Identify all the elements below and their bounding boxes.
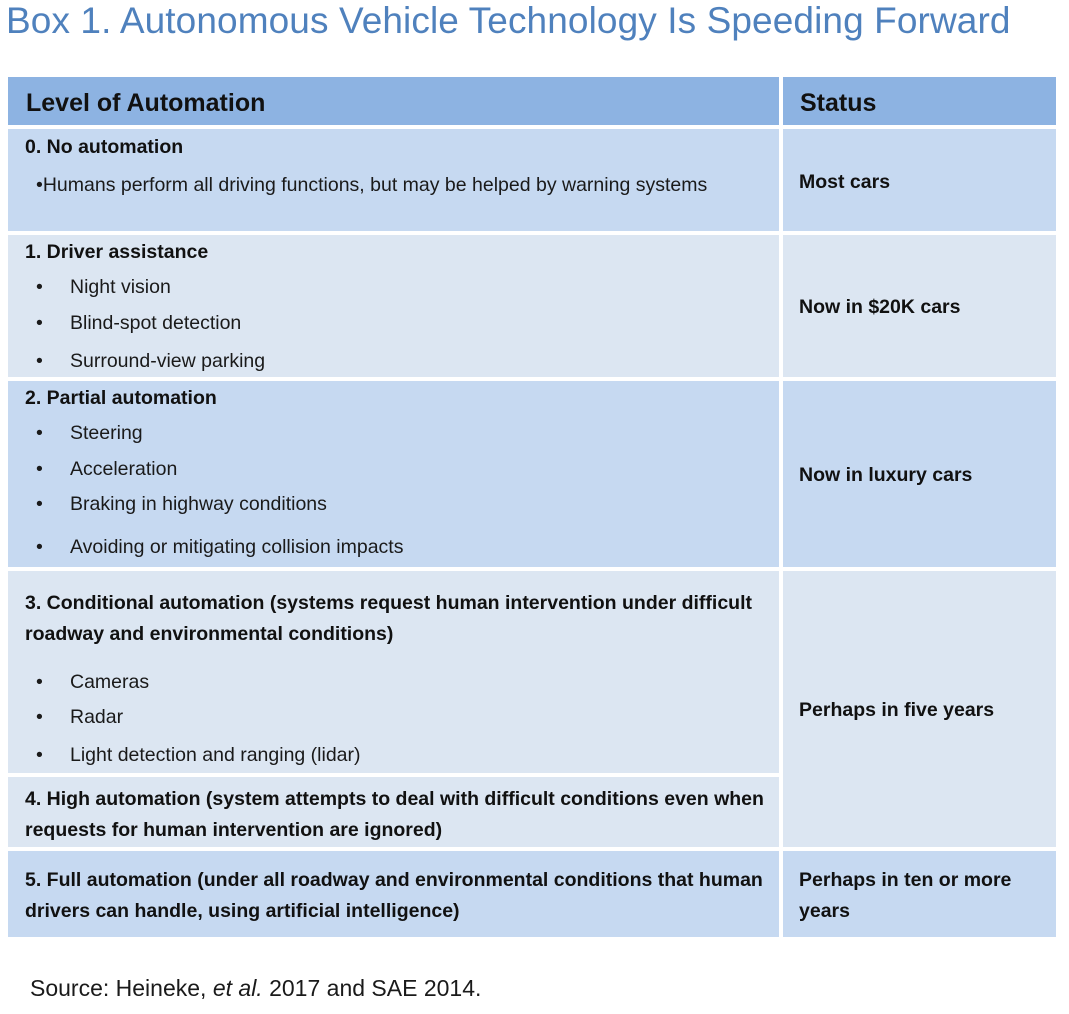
source-prefix: Source: Heineke, <box>30 975 213 1001</box>
level-1-status: Now in $20K cars <box>799 296 961 318</box>
level-3-title: 3. Conditional automation (systems request human intervention under difficult roadway and environmental conditions) <box>25 592 752 645</box>
level-4-cell <box>8 777 779 847</box>
box-title: Box 1. Autonomous Vehicle Technology Is Speeding Forward <box>6 0 1011 41</box>
bullet-icon: • <box>36 458 43 480</box>
level-5-status-cell <box>783 851 1056 937</box>
level-3-bullet-3: • Light detection and ranging (lidar) <box>36 740 361 771</box>
level-2-status: Now in luxury cars <box>799 464 973 486</box>
level-0-title: 0. No automation <box>25 136 184 158</box>
bullet-icon: • <box>36 671 43 693</box>
bullet-icon: • <box>36 276 43 298</box>
level-3-4-status: Perhaps in five years <box>799 699 995 721</box>
level-5-cell <box>8 851 779 937</box>
header-status-cell <box>783 77 1056 125</box>
level-0-cell <box>8 129 779 231</box>
level-0-status: Most cars <box>799 171 891 193</box>
automation-levels-table <box>8 77 1056 937</box>
level-0-status-cell <box>783 129 1056 231</box>
bullet-icon: • <box>36 174 43 196</box>
level-1-bullet-2: • Blind-spot detection <box>36 308 241 339</box>
level-2-status-cell <box>783 381 1056 567</box>
level-5-title: 5. Full automation (under all roadway and environmental conditions that human drivers can handle, using artificial intelligence) <box>25 869 763 922</box>
header-status-label: Status <box>800 89 877 117</box>
bullet-icon: • <box>36 422 43 444</box>
bullet-icon: • <box>36 536 43 558</box>
bullet-icon: • <box>36 350 43 372</box>
bullet-icon: • <box>36 706 43 728</box>
level-0-bullet: •Humans perform all driving functions, but may be helped by warning systems <box>36 174 708 196</box>
level-1-status-cell <box>783 235 1056 377</box>
level-1-cell <box>8 235 779 377</box>
level-2-title: 2. Partial automation <box>25 387 217 409</box>
level-3-bullet-2: • Radar <box>36 702 123 733</box>
bullet-icon: • <box>36 493 43 515</box>
level-3-cell <box>8 571 779 773</box>
header-level-label: Level of Automation <box>26 89 266 117</box>
level-2-bullet-4: • Avoiding or mitigating collision impacts <box>36 532 403 563</box>
level-2-bullet-3: • Braking in highway conditions <box>36 489 327 520</box>
level-5-status: Perhaps in ten or more years <box>799 869 1012 922</box>
level-2-bullet-2: • Acceleration <box>36 454 177 485</box>
level-3-bullet-1: • Cameras <box>36 667 149 698</box>
header-level-cell <box>8 77 779 125</box>
level-4-title: 4. High automation (system attempts to deal with difficult conditions even when requests for human intervention are ignored) <box>25 788 764 841</box>
level-2-bullet-1: • Steering <box>36 418 143 449</box>
level-2-cell <box>8 381 779 567</box>
source-italic: et al. <box>212 975 263 1001</box>
level-1-title: 1. Driver assistance <box>25 241 209 263</box>
level-1-bullet-3: • Surround-view parking <box>36 346 265 377</box>
bullet-icon: • <box>36 744 43 766</box>
source-suffix: 2017 and SAE 2014. <box>262 975 482 1001</box>
source-citation <box>30 975 481 1002</box>
level-1-bullet-1: • Night vision <box>36 272 171 303</box>
level-3-4-status-cell <box>783 571 1056 847</box>
bullet-icon: • <box>36 312 43 334</box>
